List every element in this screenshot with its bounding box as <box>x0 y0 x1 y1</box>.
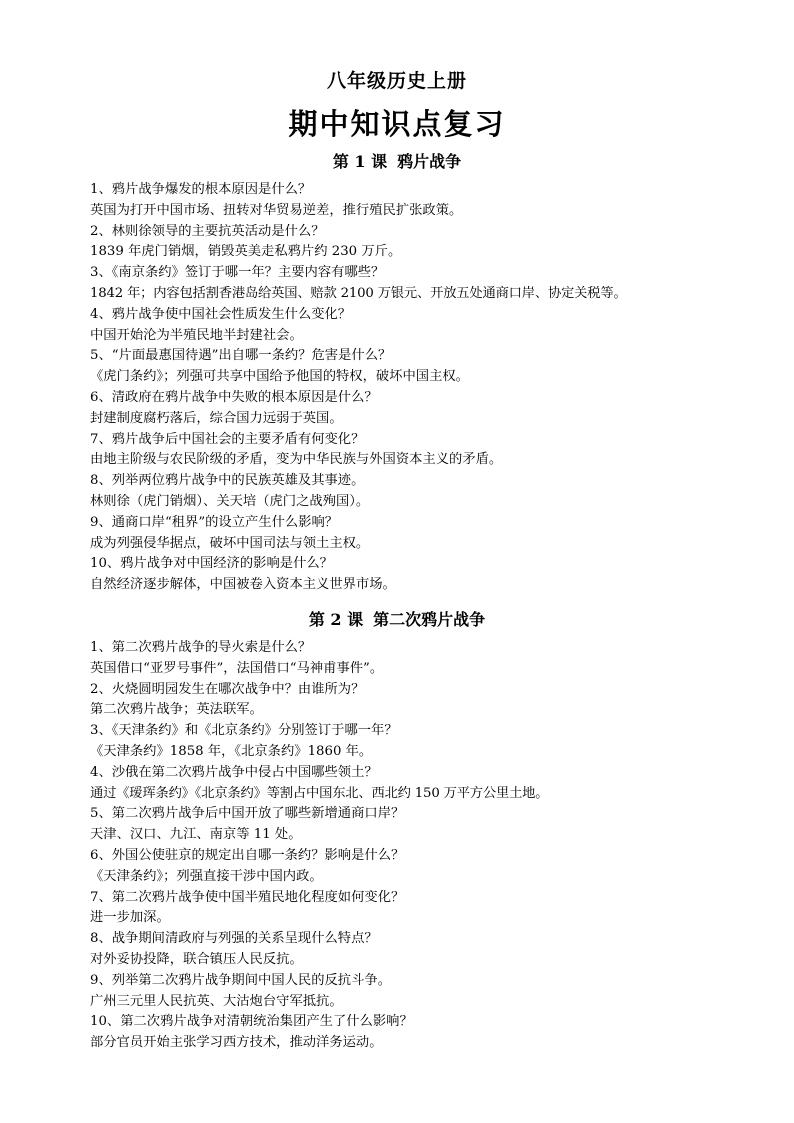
lesson-2-qa-list <box>90 638 740 1054</box>
lesson-1-qa-list <box>90 180 740 596</box>
question: 7、第二次鸦片战争使中国半殖民地化程度如何变化？ <box>90 889 405 905</box>
answer: 部分官员开始主张学习西方技术，推动洋务运动。 <box>90 1035 383 1051</box>
question: 5、“片面最惠国待遇”出自哪一条约？危害是什么？ <box>90 348 392 364</box>
answer: 对外妥协投降，联合镇压人民反抗。 <box>90 951 303 967</box>
answer: 广州三元里人民抗英、大沽炮台守军抵抗。 <box>90 993 343 1009</box>
question: 2、火烧圆明园发生在哪次战争中？由谁所为？ <box>90 681 365 697</box>
answer: 自然经济逐步解体，中国被卷入资本主义世界市场。 <box>90 577 396 593</box>
document-title: 期中知识点复习 <box>288 107 506 141</box>
question: 9、通商口岸“租界”的设立产生什么影响？ <box>90 514 339 530</box>
answer: 《天津条约》1858 年，《北京条约》1860 年。 <box>90 743 373 759</box>
document-subtitle: 八年级历史上册 <box>326 70 467 92</box>
lesson-name: 第二次鸦片战争 <box>373 610 486 629</box>
answer: 成为列强侵华据点，破坏中国司法与领土主权。 <box>90 535 370 551</box>
answer: 由地主阶级与农民阶级的矛盾，变为中华民族与外国资本主义的矛盾。 <box>90 452 503 468</box>
lesson-1-title <box>0 150 794 180</box>
answer: 第二次鸦片战争；英法联军。 <box>90 702 263 718</box>
answer: 《虎门条约》；列强可共享中国给予他国的特权，破坏中国主权。 <box>90 369 469 385</box>
answer: 《天津条约》；列强直接干涉中国内政。 <box>90 868 323 884</box>
answer: 英国为打开中国市场、扭转对华贸易逆差，推行殖民扩张政策。 <box>90 202 463 218</box>
lesson-number: 第 1 课 <box>332 152 388 171</box>
question: 4、沙俄在第二次鸦片战争中侵占中国哪些领土？ <box>90 764 378 780</box>
question: 6、外国公使驻京的规定出自哪一条约？影响是什么？ <box>90 847 405 863</box>
question: 8、战争期间清政府与列强的关系呈现什么特点？ <box>90 931 378 947</box>
question: 5、第二次鸦片战争后中国开放了哪些新增通商口岸？ <box>90 806 405 822</box>
answer: 英国借口“亚罗号事件”，法国借口“马神甫事件”。 <box>90 660 384 676</box>
question: 1、鸦片战争爆发的根本原因是什么？ <box>90 182 312 197</box>
answer: 林则徐（虎门销烟）、关天培（虎门之战殉国）。 <box>90 493 370 509</box>
question: 8、列举两位鸦片战争中的民族英雄及其事迹。 <box>90 473 365 489</box>
question: 3、《南京条约》签订于哪一年？主要内容有哪些？ <box>90 265 385 281</box>
question: 6、清政府在鸦片战争中失败的根本原因是什么？ <box>90 389 378 405</box>
lesson-number: 第 2 课 <box>308 610 364 629</box>
question: 3、《天津条约》和《北京条约》分别签订于哪一年？ <box>90 723 398 739</box>
question: 7、鸦片战争后中国社会的主要矛盾有何变化？ <box>90 431 365 447</box>
lesson-name: 鸦片战争 <box>397 152 462 171</box>
lesson-2-title <box>0 608 794 638</box>
lesson-2-section <box>90 608 740 1054</box>
question: 10、第二次鸦片战争对清朝统治集团产生了什么影响？ <box>90 1014 413 1030</box>
answer: 中国开始沦为半殖民地半封建社会。 <box>90 327 303 343</box>
answer: 进一步加深。 <box>90 910 170 926</box>
answer: 封建制度腐朽落后，综合国力远弱于英国。 <box>90 410 343 426</box>
question: 2、林则徐领导的主要抗英活动是什么？ <box>90 223 325 239</box>
question: 1、第二次鸦片战争的导火索是什么？ <box>90 640 312 655</box>
answer: 通过《瑷珲条约》《北京条约》等割占中国东北、西北约 150 万平方公里土地。 <box>90 785 549 801</box>
lesson-1-section <box>90 150 740 596</box>
question: 10、鸦片战争对中国经济的影响是什么？ <box>90 556 333 572</box>
answer: 1839 年虎门销烟，销毁英美走私鸦片约 230 万斤。 <box>90 244 402 260</box>
answer: 1842 年；内容包括割香港岛给英国、赔款 2100 万银元、开放五处通商口岸、协定关税等。 <box>90 285 627 301</box>
question: 4、鸦片战争使中国社会性质发生什么变化？ <box>90 306 352 322</box>
answer: 天津、汉口、九江、南京等 11 处。 <box>90 827 302 843</box>
question: 9、列举第二次鸦片战争期间中国人民的反抗斗争。 <box>90 972 391 988</box>
